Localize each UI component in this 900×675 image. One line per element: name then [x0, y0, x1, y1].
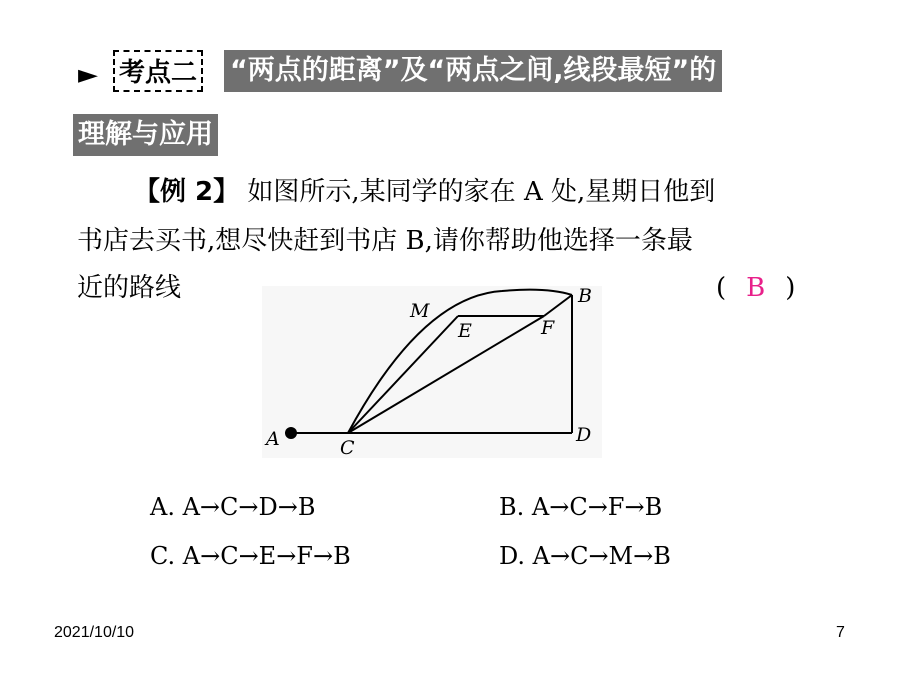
point-A-dot [285, 427, 297, 439]
topic-tag: 考点二 [113, 50, 203, 92]
label-A: A [266, 428, 280, 450]
answer-value: B [746, 273, 766, 303]
heading-marker: ► [78, 60, 98, 90]
example-line1 [134, 176, 715, 208]
option-c: C. A→C→E→F→B [150, 542, 351, 570]
label-D: D [576, 424, 592, 446]
example-line3: 近的路线 [77, 273, 182, 303]
answer-bracket [716, 272, 795, 304]
paren-open: ( [716, 273, 727, 303]
option-d: D. A→C→M→B [499, 542, 671, 570]
heading-title-line2: 理解与应用 [73, 114, 218, 156]
label-M: M [410, 300, 430, 322]
label-E: E [458, 320, 472, 342]
heading-title-line1: “两点的距离”及“两点之间,线段最短”的 [224, 50, 722, 92]
label-B: B [578, 286, 592, 307]
label-C: C [340, 437, 355, 458]
option-b: B. A→C→F→B [499, 493, 663, 521]
page-number: 7 [836, 624, 845, 641]
example-label: 【例 2】 [134, 177, 240, 207]
example-line2: 书店去买书,想尽快赶到书店 B,请你帮助他选择一条最 [77, 226, 693, 256]
route-diagram [262, 286, 602, 458]
option-a: A. A→C→D→B [150, 493, 316, 521]
example-line1-text: 如图所示,某同学的家在 A 处,星期日他到 [239, 177, 716, 207]
label-F: F [541, 317, 555, 339]
footer-date: 2021/10/10 [54, 624, 135, 641]
paren-close: ) [785, 273, 796, 303]
